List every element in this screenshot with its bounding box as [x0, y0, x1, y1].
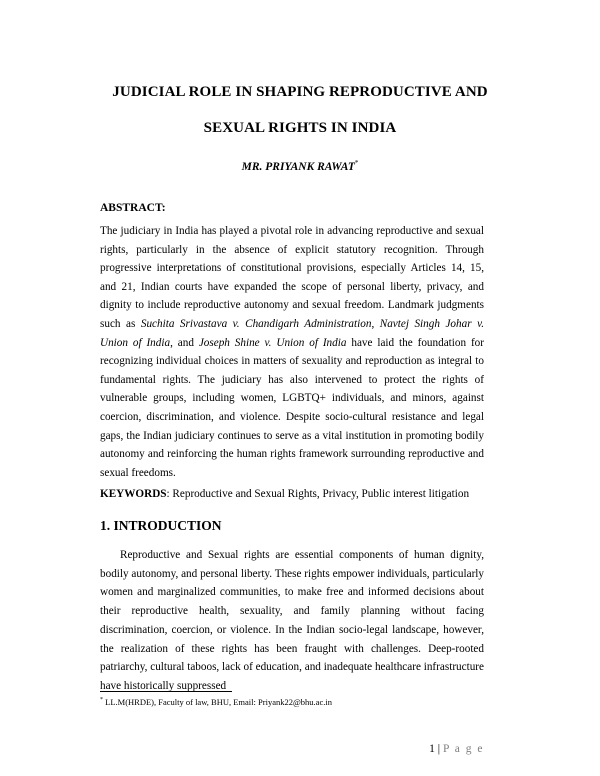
page-number [429, 743, 484, 755]
introduction-paragraph: Reproductive and Sexual rights are essential components of human dignity, bodily autonomy, and personal liberty. These rights empower individuals, particularly women and marginalized communities, to make free and informed decisions about their reproductive health, sexuality, and family planning without facing discrimination, coercion, or violence. In the Indian socio-legal landscape, however, the realization of these rights has been fraught with challenges. Deep-rooted patriarchy, cultural taboos, lack of education, and inadequate healthcare infrastructure have historically suppressed [100, 549, 484, 692]
case-name-navtej: Navtej Singh Johar v. Union of India [100, 317, 485, 349]
keywords-label: KEYWORDS [100, 488, 167, 500]
page-number-value: 1 [429, 743, 435, 755]
abstract-text-part-1: The judiciary in India has played a pivotal role in advancing reproductive and sexual rights, particularly in the absence of explicit statutory recognition. Through progressive interpretations of constitutional provisions, especially Articles 14, 15, and 21, Indian courts have expanded the scope of personal liberty, privacy, and dignity to include reproductive autonomy and sexual freedom. Landmark judgments such as [100, 225, 484, 330]
author-footnote-mark: * [354, 159, 359, 167]
page-word: P a g e [442, 743, 484, 755]
author-name-text: MR. PRIYANK RAWAT [241, 160, 355, 173]
abstract-paragraph [100, 222, 484, 482]
author-name [0, 159, 600, 173]
abstract-heading: ABSTRACT: [100, 202, 166, 214]
page-number-separator: | [434, 743, 443, 755]
abstract-separator-2: , and [170, 336, 199, 349]
footnote-mark: * [100, 697, 103, 704]
abstract-text-part-2: have laid the foundation for recognizing individual choices in matters of sexuality and reproduction as integral to fundamental rights. The judiciary has also intervened to protect the rights of vulnerable groups, including women, LGBTQ+ individuals, and minors, against coercion, discrimination, and violence. Despite socio-cultural resistance and legal gaps, the Indian judiciary continues to serve as a vital institution in promoting bodily autonomy and reinforcing the human rights framework surrounding reproductive and sexual freedoms. [100, 336, 485, 479]
keywords-line [100, 488, 490, 500]
footnote-text: LL.M(HRDE), Faculty of law, BHU, Email: Priyank22@bhu.ac.in [103, 697, 332, 707]
case-name-suchita: Suchita Srivastava v. Chandigarh Administration [140, 317, 372, 330]
abstract-separator-1: , [371, 317, 380, 330]
footnote-divider [100, 691, 232, 692]
footnote [100, 697, 332, 707]
introduction-heading: 1. INTRODUCTION [100, 518, 222, 533]
case-name-joseph-shine: Joseph Shine v. Union of India [198, 336, 347, 349]
title-line-1: JUDICIAL ROLE IN SHAPING REPRODUCTIVE AND [112, 84, 488, 100]
title-line-2: SEXUAL RIGHTS IN INDIA [203, 120, 397, 136]
keywords-text: : Reproductive and Sexual Rights, Privacy, Public interest litigation [166, 488, 470, 500]
